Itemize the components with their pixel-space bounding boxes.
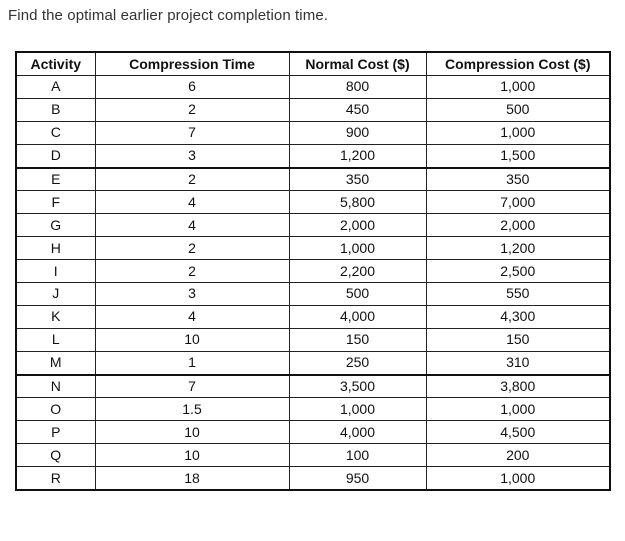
- compression-cost-cell: 4,300: [426, 305, 610, 328]
- table-row: [16, 305, 610, 328]
- header-compression-cost: Compression Cost ($): [426, 52, 610, 76]
- compression-time-cell: 7: [95, 121, 289, 144]
- activity-cell: M: [16, 351, 95, 374]
- compression-cost-cell: 1,000: [426, 121, 610, 144]
- activity-cell: K: [16, 305, 95, 328]
- compression-time-cell: 2: [95, 260, 289, 283]
- compression-time-cell: 4: [95, 191, 289, 214]
- compression-cost-cell: 4,500: [426, 421, 610, 444]
- compression-cost-cell: 310: [426, 351, 610, 374]
- table-row: [16, 283, 610, 306]
- activity-cell: P: [16, 421, 95, 444]
- compression-time-cell: 3: [95, 144, 289, 167]
- compression-time-cell: 4: [95, 214, 289, 237]
- normal-cost-cell: 1,000: [289, 398, 426, 421]
- activity-cell: N: [16, 375, 95, 398]
- table-row: [16, 121, 610, 144]
- compression-time-cell: 1.5: [95, 398, 289, 421]
- activity-cell: H: [16, 237, 95, 260]
- table-row: [16, 421, 610, 444]
- header-compression-time: Compression Time: [95, 52, 289, 76]
- activity-cell: A: [16, 76, 95, 99]
- table-row: [16, 398, 610, 421]
- table-row: [16, 168, 610, 191]
- compression-time-cell: 10: [95, 328, 289, 351]
- compression-cost-cell: 7,000: [426, 191, 610, 214]
- normal-cost-cell: 350: [289, 168, 426, 191]
- compression-time-cell: 1: [95, 351, 289, 374]
- table-row: [16, 260, 610, 283]
- normal-cost-cell: 800: [289, 76, 426, 99]
- activity-cell: E: [16, 168, 95, 191]
- normal-cost-cell: 3,500: [289, 375, 426, 398]
- compression-cost-cell: 1,500: [426, 144, 610, 167]
- table-row: [16, 76, 610, 99]
- compression-cost-cell: 1,000: [426, 398, 610, 421]
- compression-cost-cell: 1,000: [426, 76, 610, 99]
- compression-time-cell: 6: [95, 76, 289, 99]
- table-row: [16, 375, 610, 398]
- table-row: [16, 467, 610, 490]
- header-activity: Activity: [16, 52, 95, 76]
- activity-cell: F: [16, 191, 95, 214]
- activity-cell: D: [16, 144, 95, 167]
- activity-cell: J: [16, 283, 95, 306]
- header-normal-cost: Normal Cost ($): [289, 52, 426, 76]
- compression-time-cell: 10: [95, 421, 289, 444]
- normal-cost-cell: 5,800: [289, 191, 426, 214]
- normal-cost-cell: 100: [289, 444, 426, 467]
- activity-cell: G: [16, 214, 95, 237]
- table-row: [16, 191, 610, 214]
- normal-cost-cell: 450: [289, 98, 426, 121]
- compression-time-cell: 18: [95, 467, 289, 490]
- table-row: [16, 351, 610, 374]
- normal-cost-cell: 950: [289, 467, 426, 490]
- compression-cost-cell: 2,500: [426, 260, 610, 283]
- table-row: [16, 237, 610, 260]
- compression-cost-cell: 550: [426, 283, 610, 306]
- compression-cost-cell: 2,000: [426, 214, 610, 237]
- activity-cell: I: [16, 260, 95, 283]
- normal-cost-cell: 2,000: [289, 214, 426, 237]
- normal-cost-cell: 4,000: [289, 421, 426, 444]
- table-row: [16, 444, 610, 467]
- table-row: [16, 214, 610, 237]
- activity-cell: B: [16, 98, 95, 121]
- question-text: Find the optimal earlier project completion time.: [8, 7, 329, 24]
- compression-time-cell: 7: [95, 375, 289, 398]
- compression-time-cell: 2: [95, 237, 289, 260]
- normal-cost-cell: 2,200: [289, 260, 426, 283]
- table-header-row: [16, 52, 610, 76]
- normal-cost-cell: 1,200: [289, 144, 426, 167]
- compression-time-cell: 10: [95, 444, 289, 467]
- normal-cost-cell: 250: [289, 351, 426, 374]
- compression-cost-cell: 1,000: [426, 467, 610, 490]
- activity-table: [15, 51, 611, 491]
- compression-cost-cell: 500: [426, 98, 610, 121]
- normal-cost-cell: 150: [289, 328, 426, 351]
- table-body: [16, 76, 610, 491]
- compression-time-cell: 2: [95, 98, 289, 121]
- compression-time-cell: 2: [95, 168, 289, 191]
- compression-cost-cell: 3,800: [426, 375, 610, 398]
- normal-cost-cell: 900: [289, 121, 426, 144]
- compression-time-cell: 4: [95, 305, 289, 328]
- compression-cost-cell: 200: [426, 444, 610, 467]
- table-row: [16, 98, 610, 121]
- activity-cell: C: [16, 121, 95, 144]
- normal-cost-cell: 1,000: [289, 237, 426, 260]
- normal-cost-cell: 4,000: [289, 305, 426, 328]
- activity-cell: O: [16, 398, 95, 421]
- activity-cell: Q: [16, 444, 95, 467]
- compression-time-cell: 3: [95, 283, 289, 306]
- table-row: [16, 328, 610, 351]
- table-row: [16, 144, 610, 167]
- normal-cost-cell: 500: [289, 283, 426, 306]
- compression-cost-cell: 150: [426, 328, 610, 351]
- compression-cost-cell: 1,200: [426, 237, 610, 260]
- compression-cost-cell: 350: [426, 168, 610, 191]
- activity-cell: L: [16, 328, 95, 351]
- activity-cell: R: [16, 467, 95, 490]
